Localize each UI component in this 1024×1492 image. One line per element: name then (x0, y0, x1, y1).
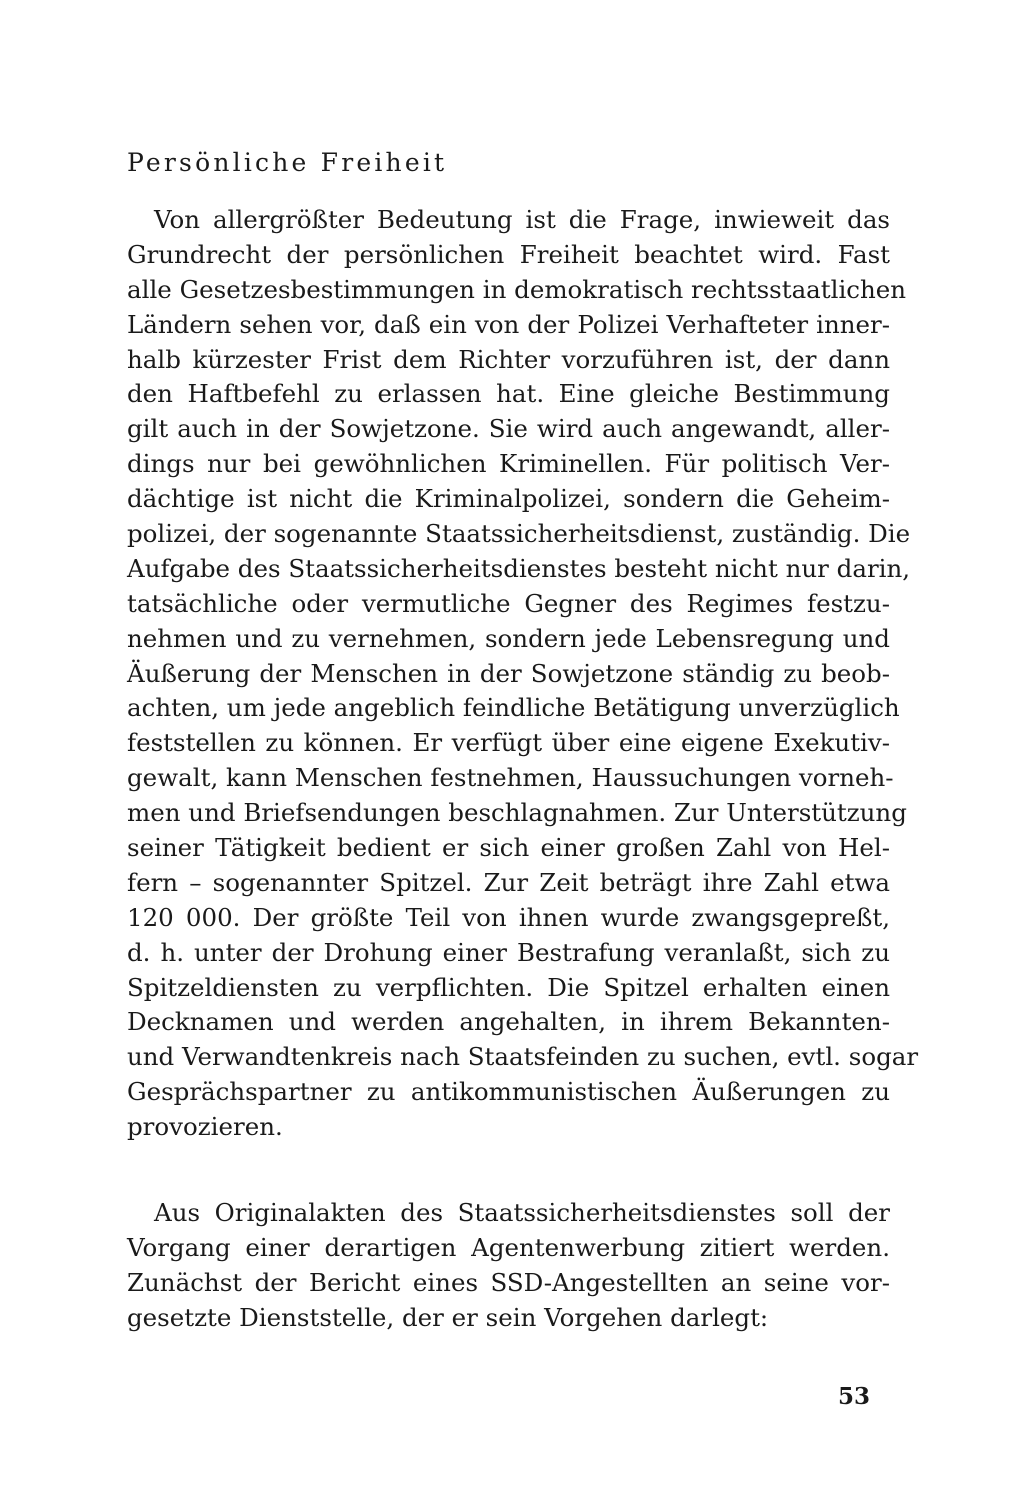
text-line: polizei, der sogenannte Staatssicherheitsdienst, zuständig. Die (127, 519, 911, 549)
text-line: provozieren. (127, 1112, 283, 1142)
text-line: gesetzte Dienststelle, der er sein Vorgehen darlegt: (127, 1302, 769, 1332)
text-line: Aus Originalakten des Staatssicherheitsdienstes soll der (154, 1198, 890, 1227)
text-line: feststellen zu können. Er verfügt über eine eigene Exekutiv- (127, 728, 890, 758)
paragraph-2 (127, 1196, 890, 1336)
text-line: 120 000. Der größte Teil von ihnen wurde zwangsgepreßt, (127, 902, 890, 932)
text-line: Von allergrößter Bedeutung ist die Frage, inwieweit das (154, 205, 890, 234)
text-line: gewalt, kann Menschen festnehmen, Haussuchungen vorneh- (127, 763, 894, 793)
text-line: d. h. unter der Drohung einer Bestrafung veranlaßt, sich zu (127, 937, 890, 967)
text-line: tatsächliche oder vermutliche Gegner des Regimes festzu- (127, 588, 890, 618)
text-line: Aufgabe des Staatssicherheitsdienstes besteht nicht nur darin, (127, 553, 911, 583)
paragraph-1 (127, 203, 919, 1145)
text-line: Decknamen und werden angehalten, in ihrem Bekannten- (127, 1007, 890, 1037)
page-number: 53 (838, 1383, 871, 1410)
text-line: Spitzeldiensten zu verpflichten. Die Spitzel erhalten einen (127, 972, 890, 1002)
text-line: dächtige ist nicht die Kriminalpolizei, sondern die Geheim- (127, 484, 890, 514)
text-line: alle Gesetzesbestimmungen in demokratisch rechtsstaatlichen (127, 274, 907, 304)
text-line: Gesprächspartner zu antikommunistischen Äußerungen zu (127, 1077, 890, 1107)
text-line: Ländern sehen vor, daß ein von der Polizei Verhafteter inner- (127, 309, 890, 339)
text-line: nehmen und zu vernehmen, sondern jede Lebensregung und (127, 623, 890, 653)
text-line: dings nur bei gewöhnlichen Kriminellen. Für politisch Ver- (127, 449, 890, 479)
text-line: Grundrecht der persönlichen Freiheit beachtet wird. Fast (127, 239, 890, 269)
text-line: halb kürzester Frist dem Richter vorzuführen ist, der dann (127, 344, 890, 374)
text-line: Vorgang einer derartigen Agentenwerbung zitiert werden. (127, 1232, 890, 1262)
text-line: achten, um jede angeblich feindliche Betätigung unverzüglich (127, 693, 900, 723)
text-line: den Haftbefehl zu erlassen hat. Eine gleiche Bestimmung (127, 379, 890, 409)
text-line: men und Briefsendungen beschlagnahmen. Zur Unterstützung (127, 798, 907, 828)
text-line: seiner Tätigkeit bedient er sich einer großen Zahl von Hel- (127, 833, 890, 863)
text-line: und Verwandtenkreis nach Staatsfeinden zu suchen, evtl. sogar (127, 1042, 919, 1072)
text-line: Zunächst der Bericht eines SSD-Angestellten an seine vor- (127, 1267, 890, 1297)
section-heading: Persönliche Freiheit (127, 148, 448, 177)
text-line: Äußerung der Menschen in der Sowjetzone ständig zu beob- (127, 658, 890, 688)
text-line: gilt auch in der Sowjetzone. Sie wird auch angewandt, aller- (127, 414, 890, 444)
text-line: fern – sogenannter Spitzel. Zur Zeit beträgt ihre Zahl etwa (127, 867, 890, 897)
